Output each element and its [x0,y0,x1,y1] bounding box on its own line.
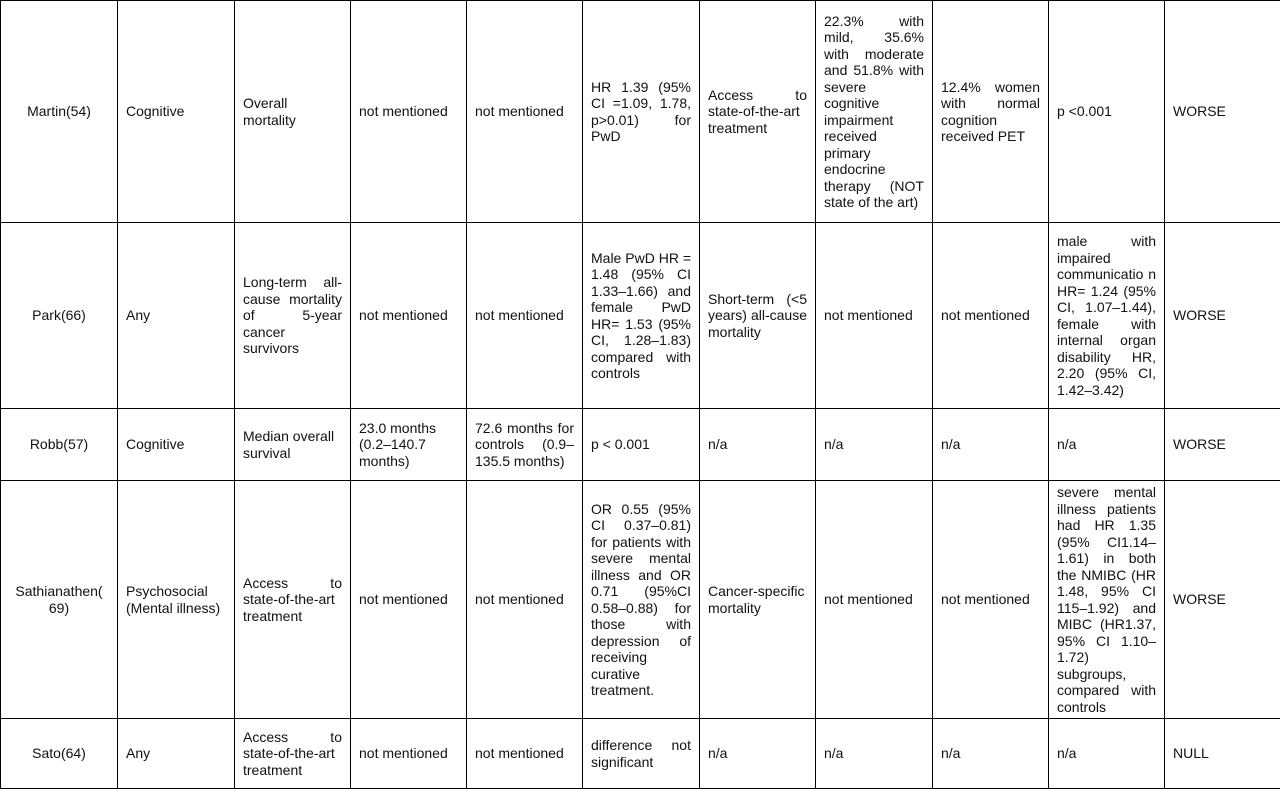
impairment-type-cell: Any [118,719,235,789]
outcome-cell: Access to state-of-the-art treatment [235,719,351,789]
result-cell: Male PwD HR = 1.48 (95% CI 1.33–1.66) and female PwD HR= 1.53 (95% CI, 1.28–1.83) compared with controls [583,223,700,409]
control-value-cell: not mentioned [467,719,583,789]
impairment-type-cell: Cognitive [118,1,235,223]
result-cell: difference not significant [583,719,700,789]
study-author-cell: Martin(54) [1,1,118,223]
secondary-pwd-cell: n/a [816,719,933,789]
pwd-value-cell: 23.0 months (0.2–140.7 months) [351,409,467,481]
table-row [1,1,1280,223]
secondary-result-cell: p <0.001 [1049,1,1165,223]
table-row [1,223,1280,409]
secondary-result-cell: male with impaired communicatio n HR= 1.24 (95% CI, 1.07–1.44), female with internal organ disability HR, 2.20 (95% CI, 1.42–3.42) [1049,223,1165,409]
pwd-value-cell: not mentioned [351,1,467,223]
control-value-cell: not mentioned [467,223,583,409]
table-row [1,409,1280,481]
pwd-value-cell: not mentioned [351,223,467,409]
secondary-control-cell: n/a [933,409,1049,481]
secondary-outcome-cell: Short-term (<5 years) all-cause mortality [700,223,816,409]
control-value-cell: not mentioned [467,481,583,719]
study-author-cell: Park(66) [1,223,118,409]
study-author-cell: Robb(57) [1,409,118,481]
impairment-type-cell: Psychosocial (Mental illness) [118,481,235,719]
table-row [1,481,1280,719]
pwd-value-cell: not mentioned [351,481,467,719]
outcome-cell: Median overall survival [235,409,351,481]
study-author-cell: Sato(64) [1,719,118,789]
direction-cell: WORSE [1165,223,1280,409]
outcome-cell: Access to state-of-the-art treatment [235,481,351,719]
study-author-cell: Sathianathen( 69) [1,481,118,719]
table-row [1,719,1280,789]
secondary-pwd-cell: not mentioned [816,223,933,409]
secondary-outcome-cell: n/a [700,719,816,789]
direction-cell: WORSE [1165,481,1280,719]
pwd-value-cell: not mentioned [351,719,467,789]
control-value-cell: 72.6 months for controls (0.9–135.5 months) [467,409,583,481]
secondary-outcome-cell: Cancer-specific mortality [700,481,816,719]
secondary-pwd-cell: 22.3% with mild, 35.6% with moderate and 51.8% with severe cognitive impairment received primary endocrine therapy (NOT state of the art) [816,1,933,223]
secondary-result-cell: severe mental illness patients had HR 1.35 (95% CI1.14–1.61) in both the NMIBC (HR 1.48, 95% CI 115–1.92) and MIBC (HR1.37, 95% CI 1.10–1.72) subgroups, compared with controls [1049,481,1165,719]
secondary-result-cell: n/a [1049,719,1165,789]
impairment-type-cell: Any [118,223,235,409]
secondary-outcome-cell: Access to state-of-the-art treatment [700,1,816,223]
result-cell: p < 0.001 [583,409,700,481]
secondary-pwd-cell: n/a [816,409,933,481]
direction-cell: NULL [1165,719,1280,789]
control-value-cell: not mentioned [467,1,583,223]
direction-cell: WORSE [1165,1,1280,223]
secondary-control-cell: not mentioned [933,481,1049,719]
result-cell: HR 1.39 (95% CI =1.09, 1.78, p>0.01) for PwD [583,1,700,223]
secondary-control-cell: not mentioned [933,223,1049,409]
outcome-cell: Overall mortality [235,1,351,223]
secondary-control-cell: n/a [933,719,1049,789]
secondary-result-cell: n/a [1049,409,1165,481]
impairment-type-cell: Cognitive [118,409,235,481]
secondary-control-cell: 12.4% women with normal cognition received PET [933,1,1049,223]
result-cell: OR 0.55 (95% CI 0.37–0.81) for patients with severe mental illness and OR 0.71 (95%CI 0.58–0.88) for those with depression of receiving curative treatment. [583,481,700,719]
direction-cell: WORSE [1165,409,1280,481]
outcome-cell: Long-term all-cause mortality of 5-year cancer survivors [235,223,351,409]
secondary-pwd-cell: not mentioned [816,481,933,719]
secondary-outcome-cell: n/a [700,409,816,481]
